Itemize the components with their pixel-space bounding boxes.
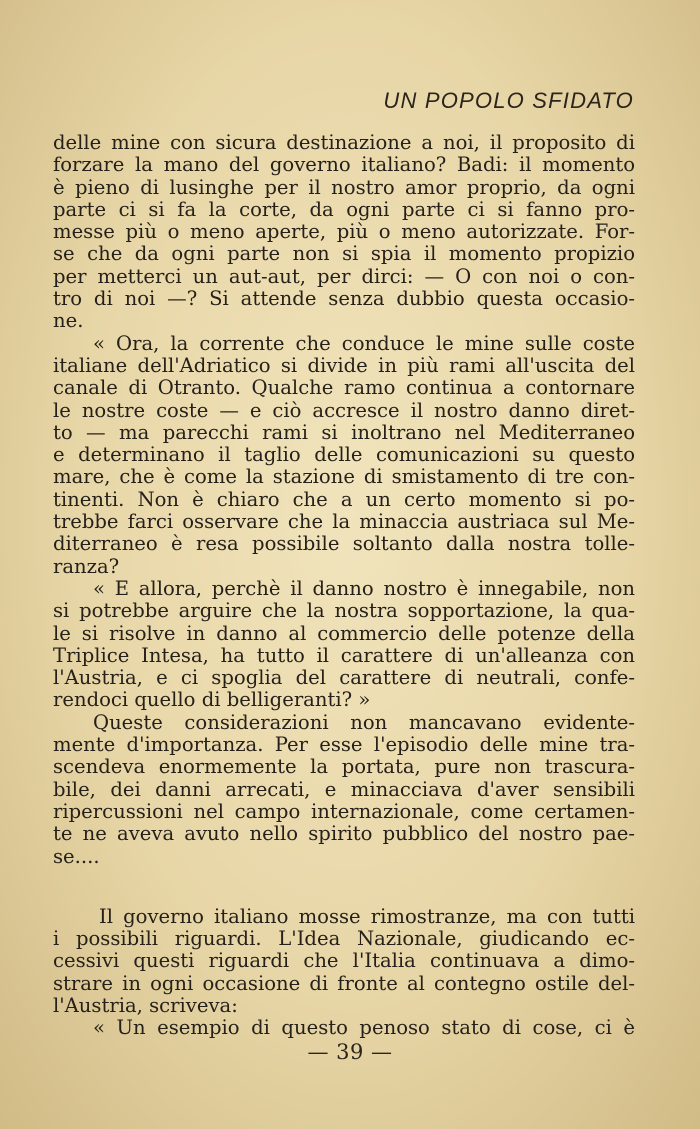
body-text — [53, 132, 635, 1040]
text-line: « Ora, la corrente che conduce le mine sulle coste — [93, 332, 635, 355]
text-line: Queste considerazioni non mancavano evidente- — [93, 711, 635, 734]
running-head: UN POPOLO SFIDATO — [383, 88, 634, 113]
text-line: trebbe farci osservare che la minaccia austriaca sul Me- — [53, 511, 635, 534]
text-line: ripercussioni nel campo internazionale, come certamen- — [53, 800, 635, 823]
text-line: « E allora, perchè il danno nostro è innegabile, non — [93, 577, 635, 600]
text-line: mente d'importanza. Per esse l'episodio delle mine tra- — [53, 734, 635, 757]
text-line: i possibili riguardi. L'Idea Nazionale, giudicando ec- — [53, 928, 635, 951]
text-line: ne. — [53, 310, 84, 333]
text-line: se.... — [53, 845, 100, 868]
text-line: le nostre coste — e ciò accresce il nostro danno diret- — [53, 399, 635, 422]
text-line: e determinano il taglio delle comunicazioni su questo — [53, 444, 635, 467]
text-line: Triplice Intesa, ha tutto il carattere di un'alleanza con — [53, 644, 635, 667]
text-line: l'Austria, scriveva: — [53, 994, 238, 1017]
text-line: parte ci si fa la corte, da ogni parte ci si fanno pro- — [53, 198, 635, 221]
page-number: — 39 — — [307, 1040, 393, 1064]
text-line: se che da ogni parte non si spia il momento propizio — [53, 243, 635, 266]
text-line: ranza? — [53, 555, 120, 578]
text-line: canale di Otranto. Qualche ramo continua a contornare — [53, 377, 635, 400]
text-line: tinenti. Non è chiaro che a un certo momento si po- — [53, 488, 635, 511]
text-line: forzare la mano del governo italiano? Badi: il momento — [53, 154, 635, 177]
text-line: te ne aveva avuto nello spirito pubblico del nostro pae- — [53, 823, 635, 846]
text-line: cessivi questi riguardi che l'Italia continuava a dimo- — [53, 950, 635, 973]
text-line: per metterci un aut-aut, per dirci: — O con noi o con- — [53, 265, 635, 288]
text-line: delle mine con sicura destinazione a noi, il proposito di — [53, 132, 635, 154]
text-line: si potrebbe arguire che la nostra sopportazione, la qua- — [53, 600, 635, 623]
text-line: tro di noi —? Si attende senza dubbio questa occasio- — [53, 288, 635, 311]
text-line: « Un esempio di questo penoso stato di cose, ci è — [93, 1017, 635, 1040]
text-line: Il governo italiano mosse rimostranze, ma con tutti — [99, 905, 635, 928]
text-line: scendeva enormemente la portata, pure non trascura- — [53, 756, 635, 779]
text-line: to — ma parecchi rami si inoltrano nel Mediterraneo — [53, 421, 635, 444]
text-line: italiane dell'Adriatico si divide in più rami all'uscita del — [53, 354, 635, 377]
text-line: l'Austria, e ci spoglia del carattere di neutrali, confe- — [53, 667, 635, 690]
text-line: è pieno di lusinghe per il nostro amor proprio, da ogni — [53, 176, 635, 199]
text-line: diterraneo è resa possibile soltanto dalla nostra tolle- — [53, 533, 635, 556]
text-line: messe più o meno aperte, più o meno autorizzate. For- — [53, 221, 635, 244]
paragraph-gap — [53, 868, 635, 906]
text-line: le si risolve in danno al commercio delle potenze della — [53, 622, 635, 645]
text-line: strare in ogni occasione di fronte al contegno ostile del- — [53, 972, 635, 995]
text-line: bile, dei danni arrecati, e minacciava d'aver sensibili — [53, 778, 635, 801]
text-line: rendoci quello di belligeranti? » — [53, 689, 371, 712]
text-line: mare, che è come la stazione di smistamento di tre con- — [53, 466, 635, 489]
